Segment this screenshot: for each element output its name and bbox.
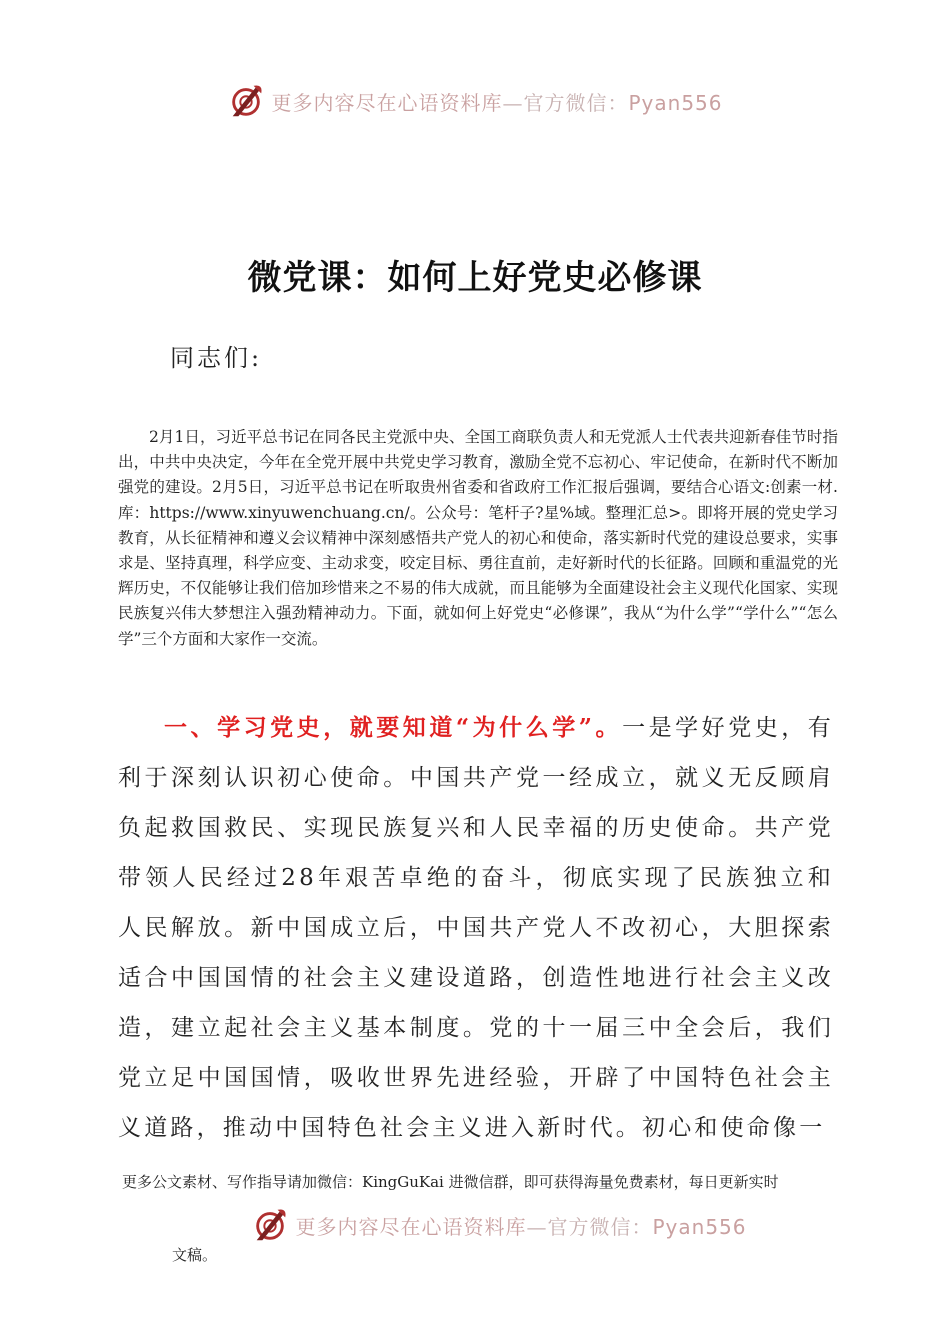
- watermark-text: 更多内容尽在心语资料库—官方微信：Pyan556: [271, 90, 723, 115]
- section-1-paragraph: [118, 703, 834, 1153]
- quill-logo-icon: [227, 82, 265, 120]
- salutation: 同志们:: [170, 344, 263, 372]
- footer-note: 更多公文素材、写作指导请加微信：KingGuKai 进微信群，即可获得海量免费素材，每日更新实时: [122, 1173, 779, 1191]
- watermark-banner-bottom: [24, 1206, 950, 1244]
- watermark-text: 更多内容尽在心语资料库—官方微信：Pyan556: [295, 1214, 747, 1239]
- section-1-heading: 一、学习党史，就要知道“为什么学”。: [164, 714, 623, 741]
- intro-paragraph: 2月1日，习近平总书记在同各民主党派中央、全国工商联负责人和无党派人士代表共迎新春佳节时指出，中共中央决定，今年在全党开展中共党史学习教育，激励全党不忘初心、牢记使命，在新时代不断加强党的建设。2月5日，习近平总书记在听取贵州省委和省政府工作汇报后强调，要结合心语文:创素一材.库：https://www.xinyuwenchuang.cn/。公众号：笔杆子?星%域。整理汇总>。即将开展的党史学习教育，从长征精神和遵义会议精神中深刻感悟共产党人的初心和使命，落实新时代党的建设总要求，实事求是、坚持真理，科学应变、主动求变，咬定目标、勇往直前，走好新时代的长征路。回顾和重温党的光辉历史，不仅能够让我们倍加珍惜来之不易的伟大成就，而且能够为全面建设社会主义现代化国家、实现民族复兴伟大梦想注入强劲精神动力。下面，就如何上好党史“必修课”，我从“为什么学”“学什么”“怎么学”三个方面和大家作一交流。: [118, 428, 838, 648]
- section-1-body: 一是学好党史，有利于深刻认识初心使命。中国共产党一经成立，就义无反顾肩负起救国救民、实现民族复兴和人民幸福的历史使命。共产党带领人民经过28年艰苦卓绝的奋斗，彻底实现了民族独立和人民解放。新中国成立后，中国共产党人不改初心，大胆探索适合中国国情的社会主义建设道路，创造性地进行社会主义改造，建立起社会主义基本制度。党的十一届三中全会后，我们党立足中国国情，吸收世界先进经验，开辟了中国特色社会主义道路，推动中国特色社会主义进入新时代。初心和使命像一: [118, 715, 834, 1141]
- quill-logo-icon: [251, 1206, 289, 1244]
- watermark-banner-top: [0, 82, 950, 120]
- document-title: 微党课：如何上好党史必修课: [247, 258, 703, 298]
- footer-note-continued: 文稿。: [172, 1246, 218, 1264]
